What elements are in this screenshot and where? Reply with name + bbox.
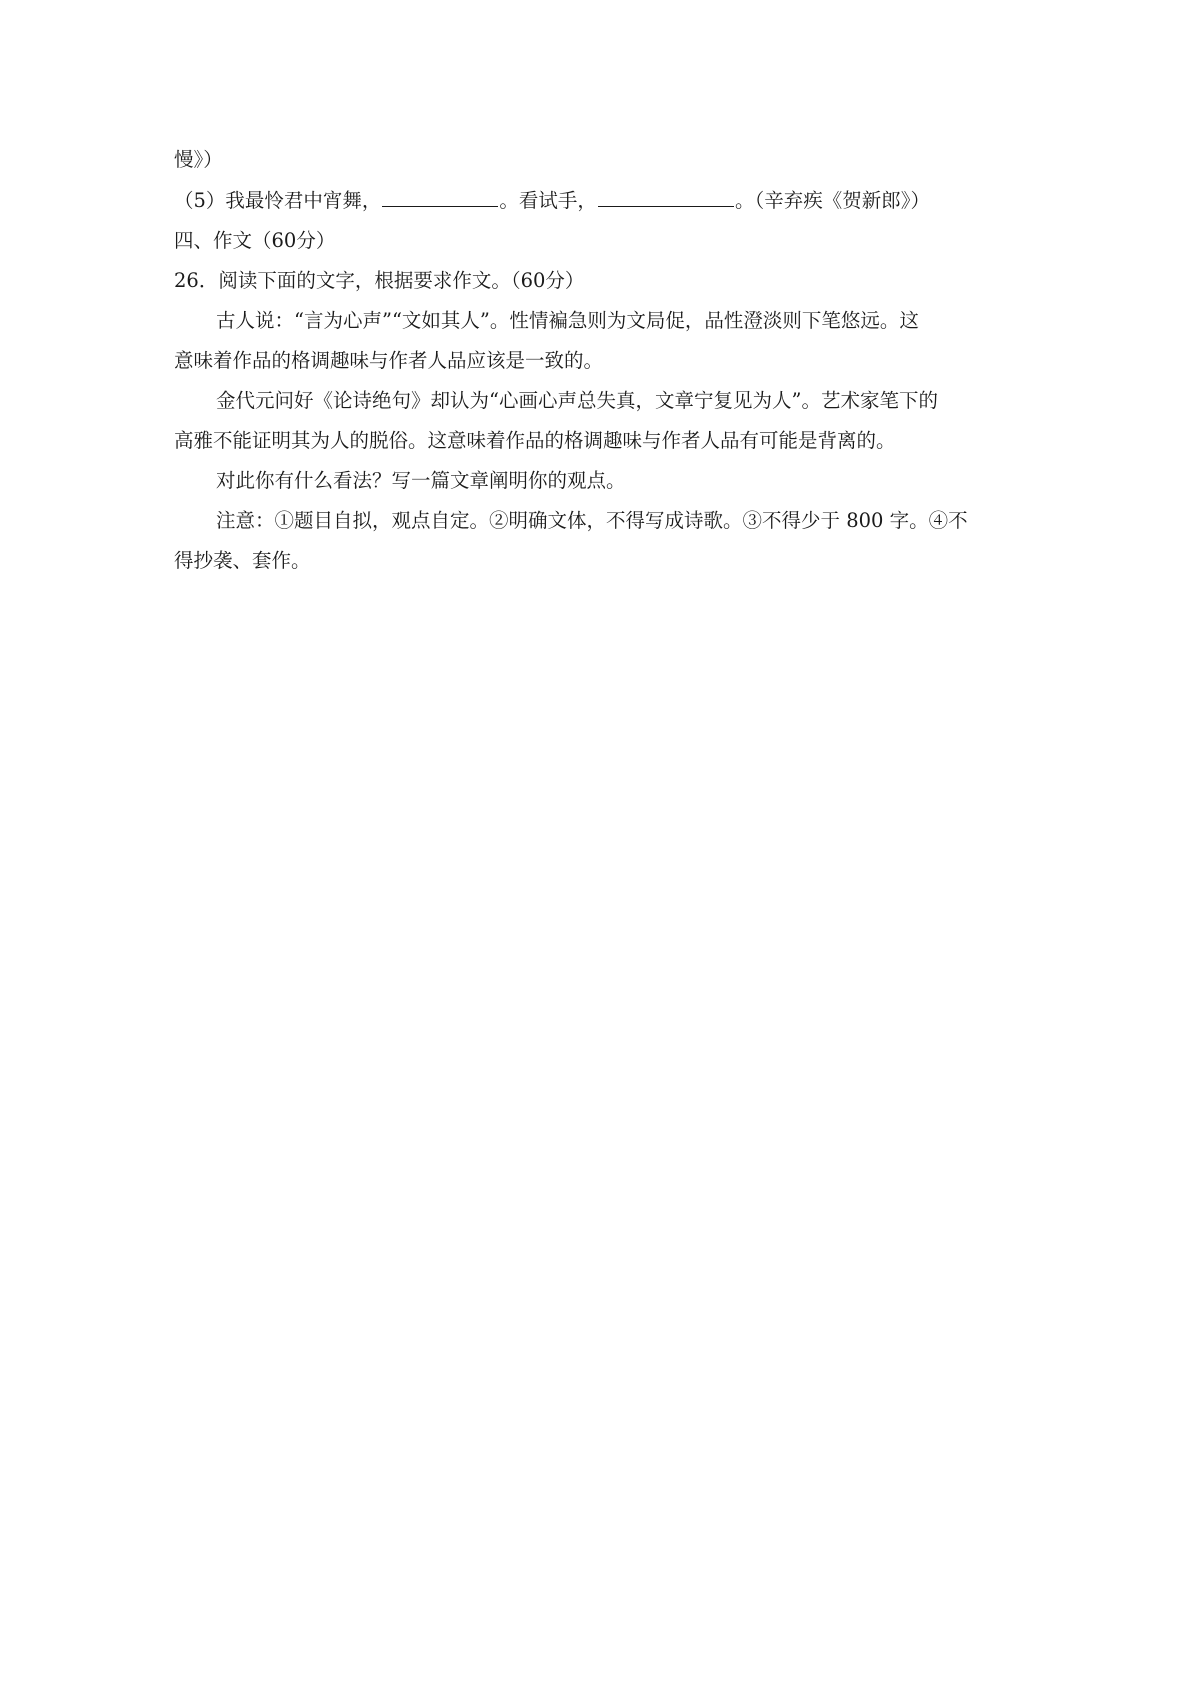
question-5-text-3: 。（辛弃疾《贺新郎》） xyxy=(734,189,930,212)
paragraph-1-line-2: 意味着作品的格调趣味与作者人品应该是一致的。 xyxy=(174,349,604,372)
question-5-text-2: 。看试手， xyxy=(499,189,597,212)
question-5-text-1: （5）我最怜君中宵舞， xyxy=(174,189,382,212)
note-line-2: 得抄袭、套作。 xyxy=(174,549,311,572)
paragraph-3: 对此你有什么看法？写一篇文章阐明你的观点。 xyxy=(216,469,626,492)
continuation-line: 慢》） xyxy=(174,148,223,171)
answer-blank-1[interactable] xyxy=(382,180,498,207)
page-content xyxy=(174,140,1044,581)
question-5 xyxy=(174,180,1044,221)
question-26-title: 26．阅读下面的文字，根据要求作文。（60分） xyxy=(174,269,585,292)
note-line-1: 注意：①题目自拟，观点自定。②明确文体，不得写成诗歌。③不得少于 800 字。④不 xyxy=(216,509,968,532)
paragraph-2-line-2: 高雅不能证明其为人的脱俗。这意味着作品的格调趣味与作者人品有可能是背离的。 xyxy=(174,429,896,452)
section-heading: 四、作文（60分） xyxy=(174,229,336,252)
answer-blank-2[interactable] xyxy=(598,180,734,207)
paragraph-1-line-1: 古人说：“言为心声”“文如其人”。性情褊急则为文局促，品性澄淡则下笔悠远。这 xyxy=(216,309,919,332)
paragraph-2-line-1: 金代元问好《论诗绝句》却认为“心画心声总失真，文章宁复见为人”。艺术家笔下的 xyxy=(216,389,938,412)
